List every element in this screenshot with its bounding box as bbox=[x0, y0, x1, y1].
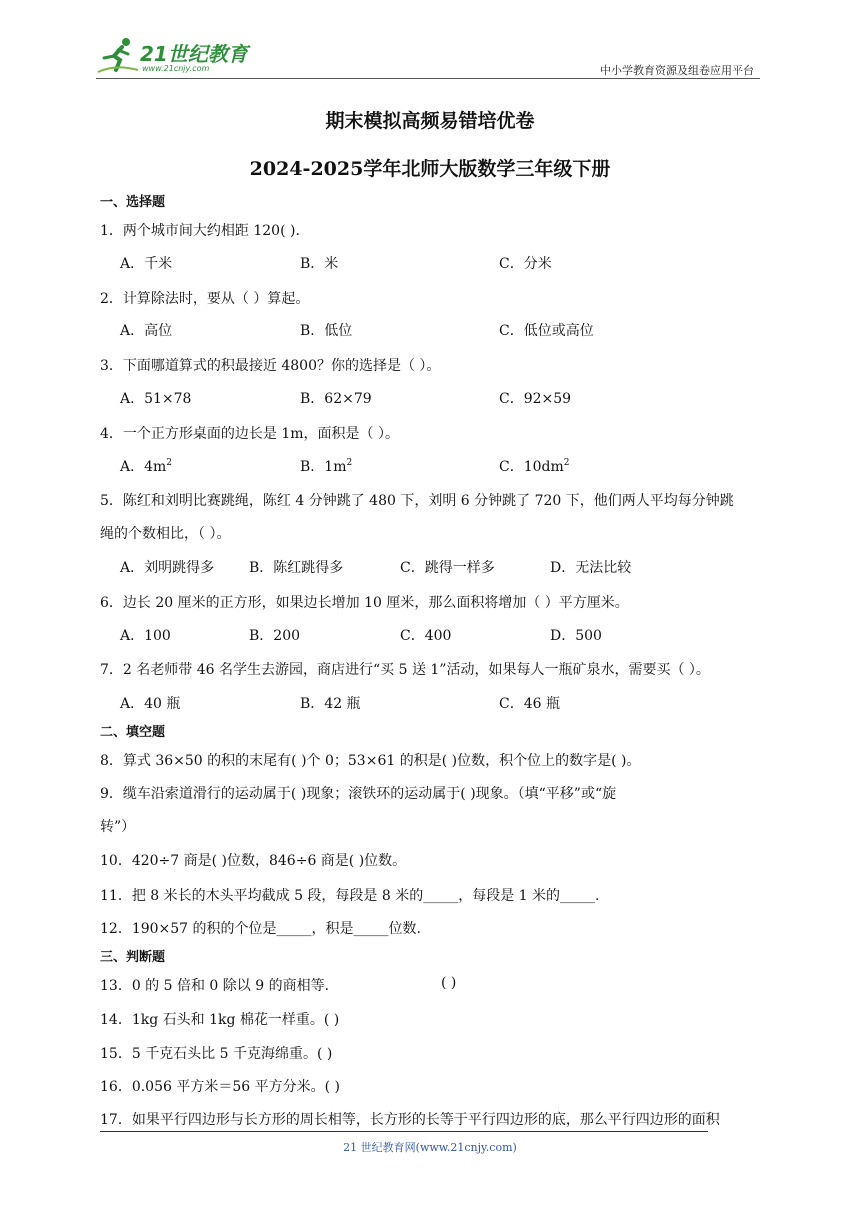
q5-option-a: A．刘明跳得多 bbox=[120, 560, 215, 576]
question-7: 7．2 名老师带 46 名学生去游园，商店进行“买 5 送 1”活动，如果每人一瓶矿泉水，需要买（ ）。 bbox=[100, 662, 710, 678]
question-4: 4．一个正方形桌面的边长是 1m，面积是（ ）。 bbox=[100, 426, 399, 442]
question-11: 11．把 8 米长的木头平均截成 5 段，每段是 8 米的_____，每段是 1 米的_____. bbox=[100, 888, 600, 904]
question-2: 2．计算除法时，要从（ ）算起。 bbox=[100, 291, 310, 307]
q5-option-c: C．跳得一样多 bbox=[400, 560, 495, 576]
question-15: 15．5 千克石头比 5 千克海绵重。( ) bbox=[100, 1046, 333, 1062]
runner-icon bbox=[96, 36, 140, 76]
question-13-answer-paren: ( ) bbox=[441, 975, 457, 991]
q3-option-c: C．92×59 bbox=[499, 391, 572, 407]
q2-option-c: C．低位或高位 bbox=[499, 323, 594, 339]
question-13: 13．0 的 5 倍和 0 除以 9 的商相等. bbox=[100, 978, 330, 994]
question-9-line2: 转”） bbox=[100, 819, 136, 835]
q5-option-d: D．无法比较 bbox=[550, 560, 632, 576]
q7-option-a: A．40 瓶 bbox=[120, 696, 181, 712]
logo-url-text: www.21cnjy.com bbox=[142, 64, 210, 73]
header-divider bbox=[96, 78, 760, 79]
question-5-line2: 绳的个数相比，（ ）。 bbox=[100, 526, 231, 542]
q1-option-b: B．米 bbox=[300, 256, 339, 272]
q6-option-a: A．100 bbox=[120, 628, 171, 644]
question-14: 14．1kg 石头和 1kg 棉花一样重。( ) bbox=[100, 1012, 340, 1028]
section-heading-choice: 一、选择题 bbox=[100, 195, 166, 210]
q7-option-b: B．42 瓶 bbox=[300, 696, 361, 712]
question-17: 17．如果平行四边形与长方形的周长相等，长方形的长等于平行四边形的底，那么平行四边形的面积 bbox=[100, 1112, 720, 1128]
question-8: 8．算式 36×50 的积的末尾有( )个 0；53×61 的积是( )位数，积个位上的数字是( )。 bbox=[100, 753, 641, 769]
q1-option-a: A．千米 bbox=[120, 256, 173, 272]
q2-option-a: A．高位 bbox=[120, 323, 173, 339]
section-heading-judge: 三、判断题 bbox=[100, 950, 166, 965]
question-6: 6．边长 20 厘米的正方形，如果边长增加 10 厘米，那么面积将增加（ ）平方厘米。 bbox=[100, 595, 629, 611]
q6-option-c: C．400 bbox=[400, 628, 452, 644]
page-header bbox=[96, 34, 760, 80]
q4-option-b: B．$1m^2$ bbox=[300, 458, 353, 475]
platform-text: 中小学教育资源及组卷应用平台 bbox=[600, 64, 754, 77]
footer-divider bbox=[100, 1131, 708, 1132]
q2-option-b: B．低位 bbox=[300, 323, 353, 339]
question-1: 1．两个城市间大约相距 120( ). bbox=[100, 223, 300, 239]
page-footer: 21 世纪教育网(www.21cnjy.com) bbox=[343, 1141, 517, 1154]
q6-option-b: B．200 bbox=[249, 628, 301, 644]
question-5-line1: 5．陈红和刘明比赛跳绳，陈红 4 分钟跳了 480 下，刘明 6 分钟跳了 720 下，他们两人平均每分钟跳 bbox=[100, 493, 734, 509]
q7-option-c: C．46 瓶 bbox=[499, 696, 560, 712]
q4-option-c: C．$10dm^2$ bbox=[499, 458, 570, 475]
question-16: 16．0.056 平方米＝56 平方分米。( ) bbox=[100, 1079, 340, 1095]
q6-option-d: D．500 bbox=[550, 628, 602, 644]
site-logo bbox=[96, 34, 266, 80]
logo-brand-text: 21世纪教育 bbox=[140, 42, 248, 66]
q5-option-b: B．陈红跳得多 bbox=[249, 560, 344, 576]
question-3: 3．下面哪道算式的积最接近 4800？你的选择是（ ）。 bbox=[100, 358, 441, 374]
exam-subtitle: 2024-2025学年北师大版数学三年级下册 bbox=[249, 158, 611, 180]
q3-option-b: B．62×79 bbox=[300, 391, 372, 407]
section-heading-fill: 二、填空题 bbox=[100, 725, 166, 740]
question-12: 12．190×57 的积的个位是_____，积是_____位数. bbox=[100, 921, 421, 937]
question-10: 10．420÷7 商是( )位数，846÷6 商是( )位数。 bbox=[100, 853, 407, 869]
q4-option-a: A．$4m^2$ bbox=[120, 458, 173, 475]
exam-title: 期末模拟高频易错培优卷 bbox=[325, 110, 535, 132]
q3-option-a: A．51×78 bbox=[120, 391, 192, 407]
q1-option-c: C．分米 bbox=[499, 256, 552, 272]
question-9-line1: 9．缆车沿索道滑行的运动属于( )现象；滚铁环的运动属于( )现象。（填“平移”或“旋 bbox=[100, 786, 617, 802]
